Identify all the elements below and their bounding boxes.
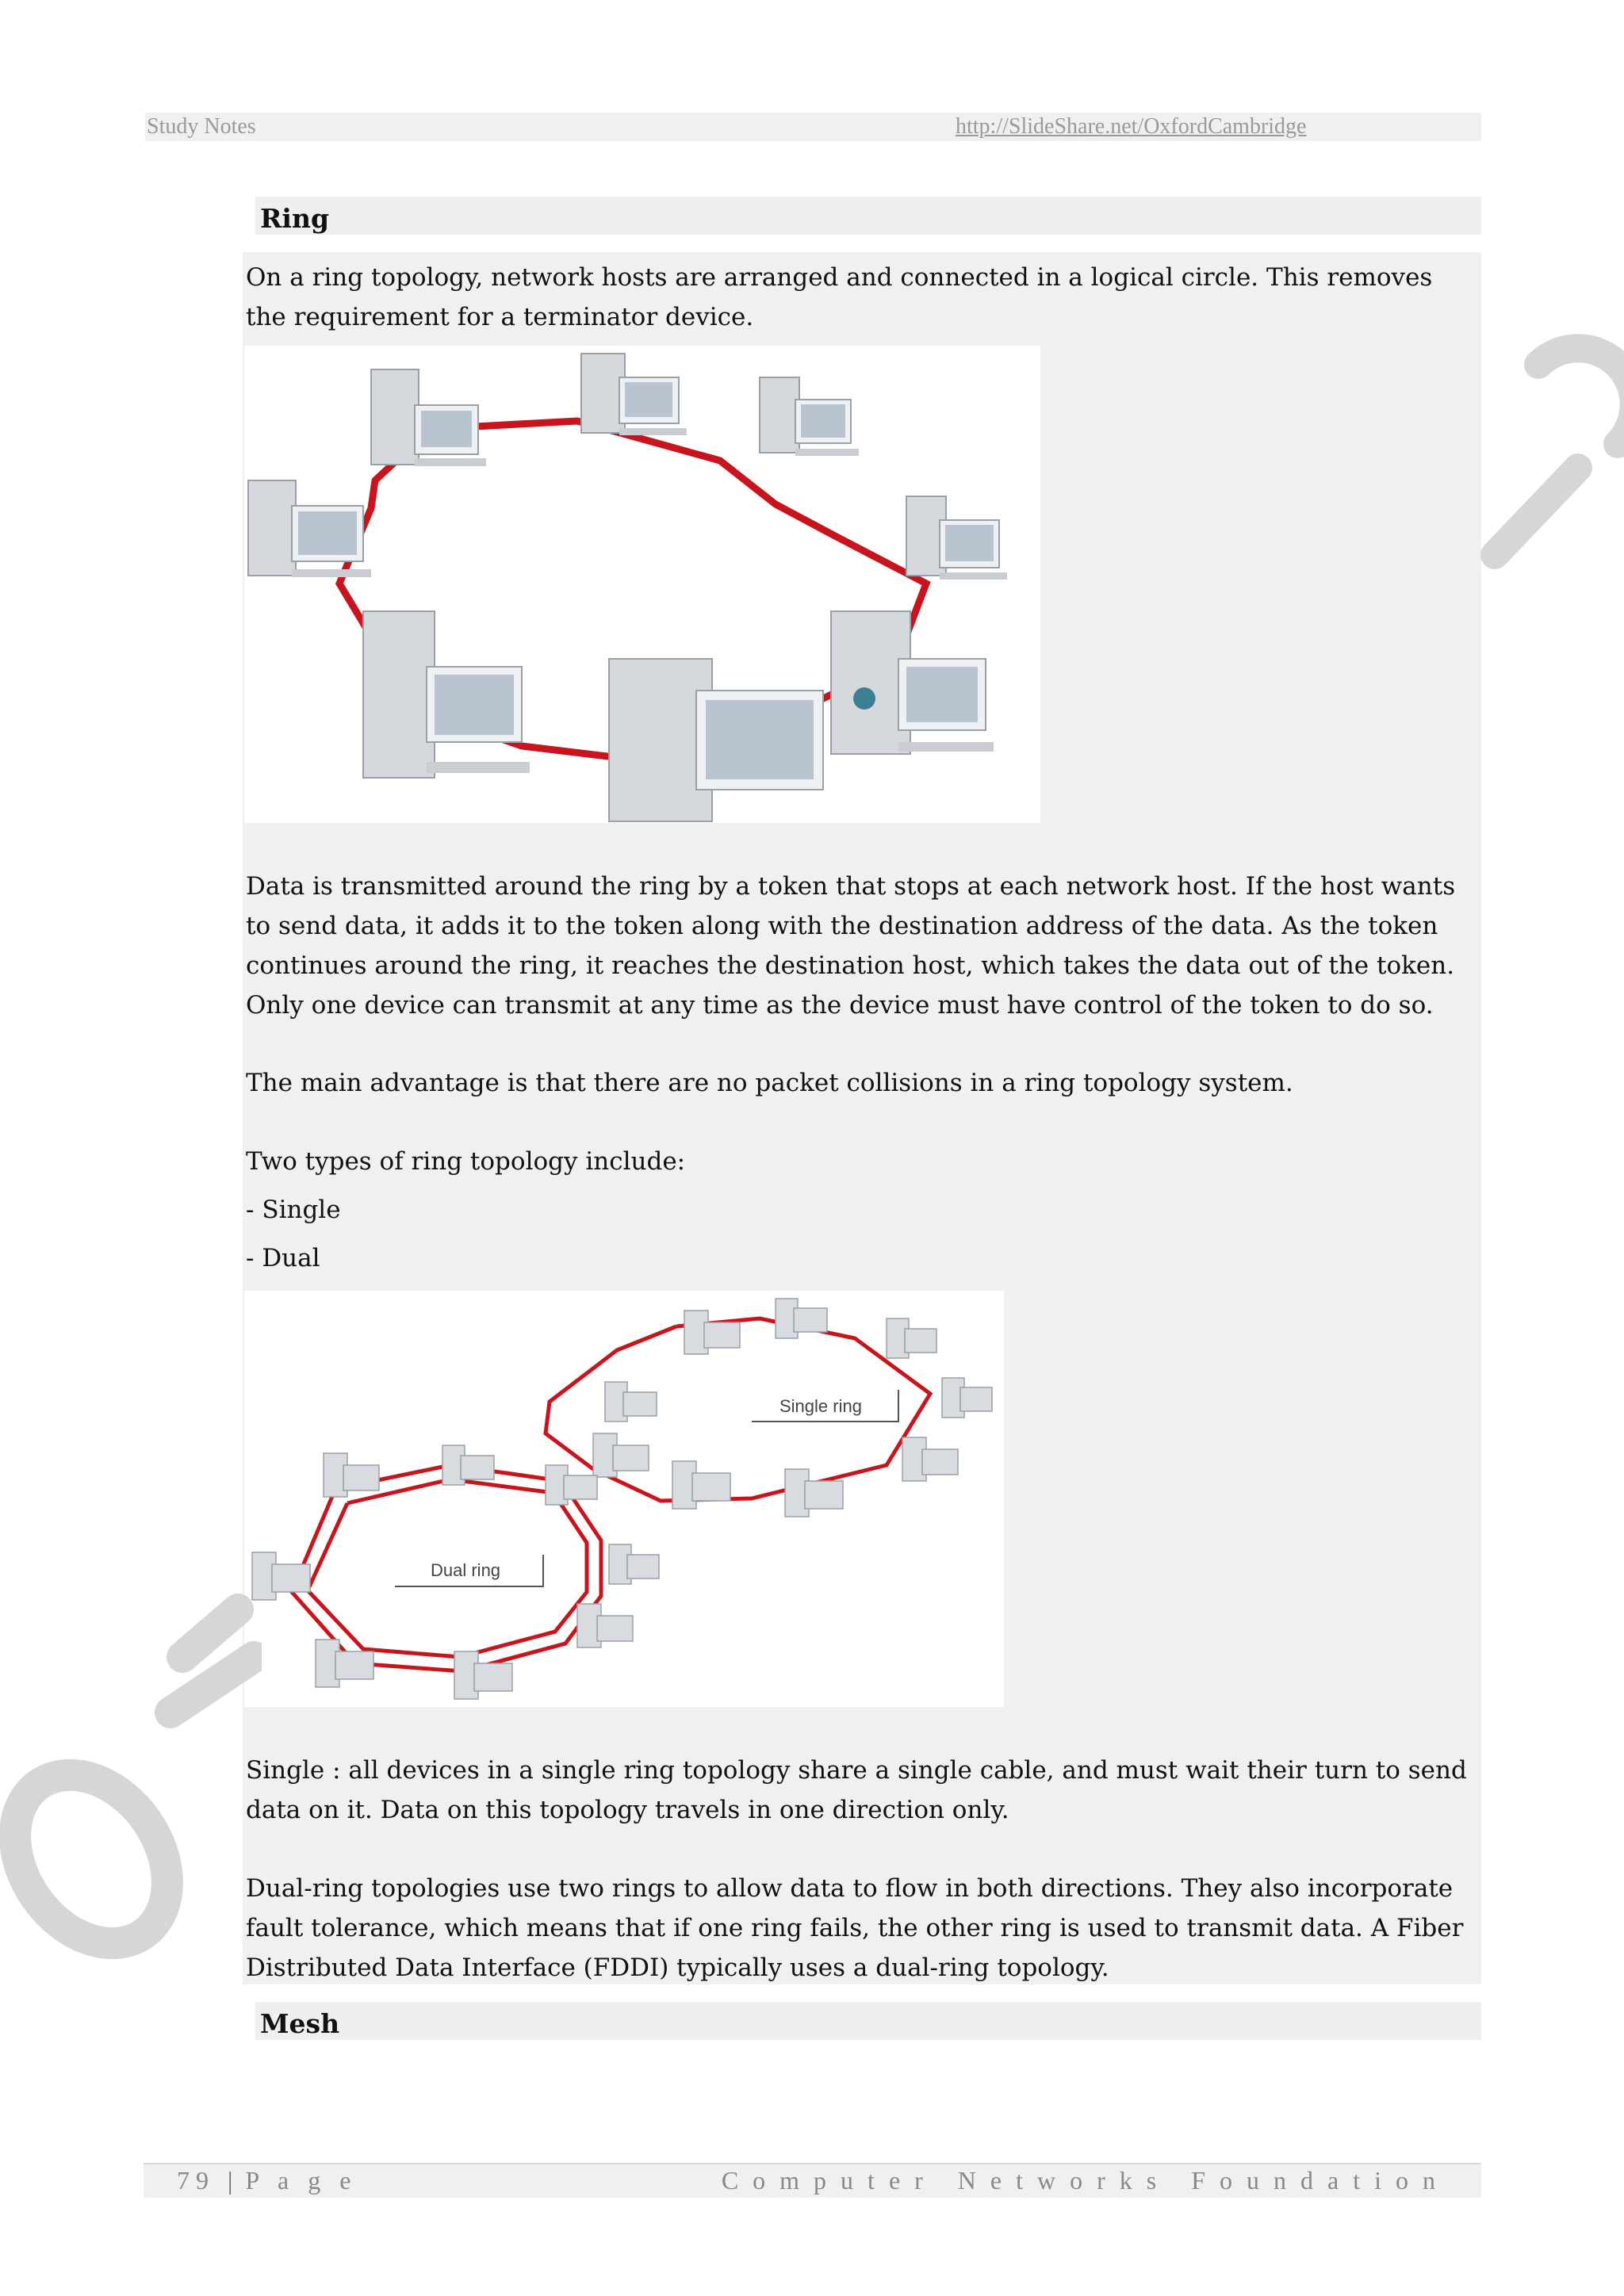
single-dual-ring-svg [244,1291,1004,1707]
computer-icon [581,354,687,435]
token-icon [853,687,875,710]
content-panel [243,252,1481,1984]
computer-icon [906,496,1007,580]
page-footer [144,2163,1481,2198]
paragraph-advantage: The main advantage is that there are no packet collisions in a ring topology system. [246,1069,1293,1097]
computer-icon [609,659,823,821]
page-word: P a g e [245,2166,358,2195]
header-left-text: Study Notes [147,114,256,139]
computer-icon [248,480,371,577]
footer-title: Computer Networks Foundation [721,2166,1450,2195]
dual-ring-label [395,1555,543,1586]
list-item-dual: - Dual [246,1244,320,1272]
computer-icon [371,369,486,466]
paragraph-types: Two types of ring topology include: [246,1147,686,1176]
list-item-single: - Single [246,1196,341,1224]
paragraph-dual: Dual-ring topologies use two rings to allow data to flow in both directions. They also incorporate fault tolerance, which means that if one ring fails, the other ring is used to transmit data. A Fiber Distributed Data Interface (FDDI) typically uses a dual-ring topology. [246,1874,1464,1982]
dual-ring-label-text: Dual ring [431,1560,501,1580]
single-ring-label [752,1390,898,1422]
mesh-heading-text: Mesh [260,2008,340,2039]
paragraph-token: Data is transmitted around the ring by a token that stops at each network host. If the host wants to send data, it adds it to the token along with the destination address of the data. As the token continues around the ring, it reaches the destination host, which takes the data out of the token. Only one device can transmit at any time as the device must have control of the token to do so. [246,872,1456,1020]
page-number-label: 79 | P a g e [177,2166,358,2195]
paragraph-single: Single : all devices in a single ring topology share a single cable, and must wait their turn to send data on it. Data on this topology travels in one direction only. [246,1756,1467,1824]
ring-topology-figure [244,346,1040,823]
section-heading-ring [255,197,1481,235]
page-header [145,113,1481,141]
single-ring-label-text: Single ring [779,1396,862,1416]
page-number: 79 [177,2166,215,2195]
header-link[interactable]: http://SlideShare.net/OxfordCambridge [956,114,1307,139]
section-heading-mesh [255,2002,1481,2040]
ring-heading-text: Ring [260,203,330,234]
watermark-bottom-left [0,1594,262,1974]
paragraph-intro: On a ring topology, network hosts are arranged and connected in a logical circle. This removes the requirement for a terminator device. [246,263,1433,331]
computer-icon [831,611,994,754]
single-dual-ring-figure [244,1291,1004,1707]
computer-icon [363,611,530,778]
ring-topology-svg [244,346,1040,823]
ring-computers [248,354,1007,821]
computer-icon [760,377,859,456]
